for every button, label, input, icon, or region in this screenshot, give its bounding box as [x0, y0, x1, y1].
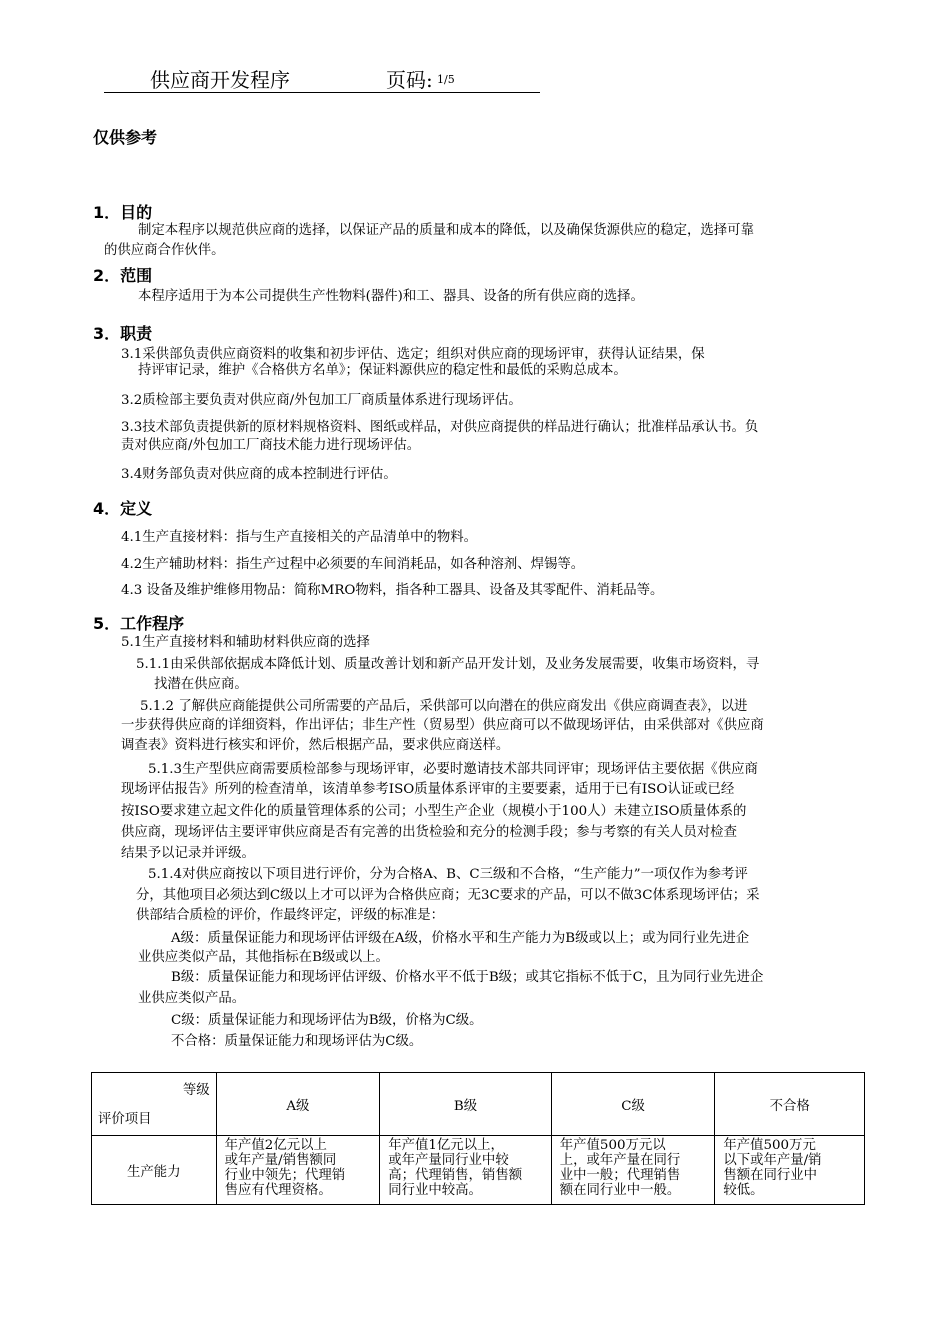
page-number: 1/5: [437, 73, 455, 86]
grade-a-line-1: A级：质量保证能力和现场评估评级在A级，价格水平和生产能力为B级或以上；或为同行业先进企: [171, 931, 750, 946]
section-4-1: 4.1生产直接材料：指与生产直接相关的产品清单中的物料。: [121, 530, 478, 545]
corner-item-label: 评价项目: [98, 1112, 152, 1127]
section-3-3-line-1: 3.3技术部负责提供新的原材料规格资料、图纸或样品，对供应商提供的样品进行确认；批准样品承认书。负: [121, 420, 759, 435]
section-5-1-4-line-2: 分，其他项目必须达到C级以上才可以评为合格供应商；无3C要求的产品，可以不做3C体系现场评估；采: [136, 888, 760, 903]
grade-fail: 不合格：质量保证能力和现场评估为C级。: [171, 1034, 423, 1049]
section-2-title: 2．范围: [93, 266, 153, 285]
section-5-1-3-line-3: 按ISO要求建立起文件化的质量管理体系的公司；小型生产企业（规模小于100人）未建立ISO质量体系的: [121, 804, 747, 819]
header-grade-a: A级: [216, 1073, 380, 1136]
grade-b-line-2: 业供应类似产品。: [138, 991, 246, 1006]
section-5-1: 5.1生产直接材料和辅助材料供应商的选择: [121, 635, 370, 650]
section-3-3-line-2: 责对供应商/外包加工厂商技术能力进行现场评估。: [121, 438, 421, 453]
section-1-title: 1．目的: [93, 203, 153, 222]
section-3-2: 3.2质检部主要负责对供应商/外包加工厂商质量体系进行现场评估。: [121, 393, 522, 408]
cell-grade-b: 年产值1亿元以上， 或年产量同行业中较 高；代理销售，销售额 同行业中较高。: [380, 1136, 552, 1205]
page-label: 页码:: [386, 68, 433, 92]
header-grade-c: C级: [551, 1073, 715, 1136]
section-3-4: 3.4财务部负责对供应商的成本控制进行评估。: [121, 467, 397, 482]
section-3-title: 3．职责: [93, 324, 153, 343]
grade-b-line-1: B级：质量保证能力和现场评估评级、价格水平不低于B级；或其它指标不低于C，且为同行业先进企: [171, 970, 764, 985]
section-1-line-2: 的供应商合作伙伴。: [104, 243, 225, 258]
grade-a-line-2: 业供应类似产品，其他指标在B级或以上。: [138, 950, 389, 965]
section-5-1-2-line-2: 一步获得供应商的详细资料，作出评估；非生产性（贸易型）供应商可以不做现场评估，由采供部对《供应商: [121, 718, 764, 733]
header-grade-b: B级: [380, 1073, 552, 1136]
section-5-1-1-line-1: 5.1.1由采供部依据成本降低计划、质量改善计划和新产品开发计划，及业务发展需要，收集市场资料，寻: [136, 657, 760, 672]
cell-grade-a: 年产值2亿元以上 或年产量/销售额同 行业中领先；代理销 售应有代理资格。: [216, 1136, 380, 1205]
reference-note: 仅供参考: [93, 128, 158, 147]
section-5-1-3-line-1: 5.1.3生产型供应商需要质检部参与现场评审，必要时邀请技术部共同评审；现场评估主要依据《供应商: [148, 762, 758, 777]
section-5-1-3-line-2: 现场评估报告》所列的检查清单，该清单参考ISO质量体系评审的主要要素，适用于已有ISO认证或已经: [121, 782, 735, 797]
section-5-1-3-line-4: 供应商，现场评估主要评审供应商是否有完善的出货检验和充分的检测手段；参与考察的有关人员对检查: [121, 825, 737, 840]
corner-grade-label: 等级: [182, 1083, 210, 1098]
table-corner-cell: [92, 1073, 217, 1136]
section-5-1-4-line-1: 5.1.4对供应商按以下项目进行评价，分为合格A、B、C三级和不合格，“生产能力”一项仅作为参考评: [148, 867, 748, 882]
section-2-line-1: 本程序适用于为本公司提供生产性物料(器件)和工、器具、设备的所有供应商的选择。: [138, 289, 644, 304]
cell-grade-fail: 年产值500万元 以下或年产量/销 售额在同行业中 较低。: [715, 1136, 865, 1205]
row-label: 生产能力: [92, 1136, 217, 1205]
section-3-1-line-2: 持评审记录，维护《合格供方名单》；保证料源供应的稳定性和最低的采购总成本。: [138, 363, 627, 378]
table-row: [92, 1136, 865, 1205]
header-grade-fail: 不合格: [715, 1073, 865, 1136]
section-5-1-4-line-3: 供部结合质检的评价，作最终评定，评级的标准是：: [136, 908, 444, 923]
supplier-grade-table: [91, 1072, 865, 1205]
section-5-1-2-line-1: 5.1.2 了解供应商能提供公司所需要的产品后，采供部可以向潜在的供应商发出《供应商调查表》，以进: [140, 699, 748, 714]
table-header-row: [92, 1073, 865, 1136]
section-5-1-3-line-5: 结果予以记录并评级。: [121, 846, 255, 861]
cell-grade-c: 年产值500万元以 上，或年产量在同行 业中一般；代理销售 额在同行业中一般。: [551, 1136, 715, 1205]
section-5-title: 5．工作程序: [93, 614, 185, 633]
section-4-2: 4.2生产辅助材料：指生产过程中必须要的车间消耗品，如各种溶剂、焊锡等。: [121, 557, 585, 572]
section-1-line-1: 制定本程序以规范供应商的选择，以保证产品的质量和成本的降低，以及确保货源供应的稳定，选择可靠: [138, 223, 754, 238]
section-3-1-line-1: 3.1采供部负责供应商资料的收集和初步评估、选定；组织对供应商的现场评审，获得认证结果，保: [121, 347, 705, 362]
section-5-1-2-line-3: 调查表》资料进行核实和评价，然后根据产品，要求供应商送样。: [121, 738, 510, 753]
grade-c: C级：质量保证能力和现场评估为B级，价格为C级。: [171, 1013, 483, 1028]
section-4-title: 4．定义: [93, 499, 153, 518]
doc-title: 供应商开发程序: [150, 68, 290, 92]
section-4-3: 4.3 设备及维护维修用物品：简称MRO物料，指各种工器具、设备及其零配件、消耗品等。: [121, 583, 664, 598]
section-5-1-1-line-2: 找潜在供应商。: [154, 677, 248, 692]
header-rule: [104, 92, 540, 93]
